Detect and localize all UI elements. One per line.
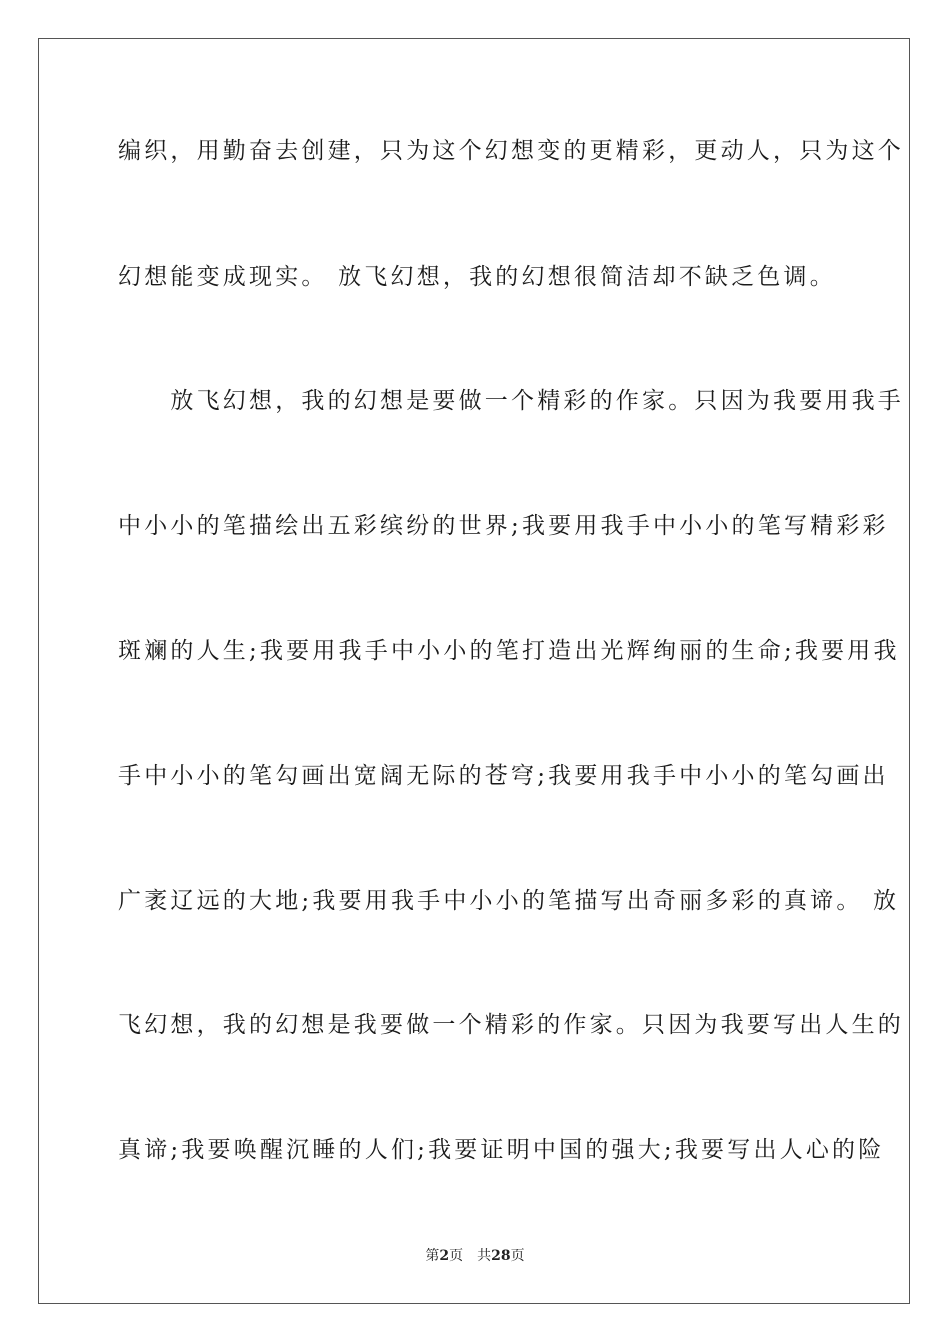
footer-total-prefix: 共 bbox=[477, 1248, 492, 1264]
body-line-5: 斑斓的人生;我要用我手中小小的笔打造出光辉绚丽的生命;我要用我 bbox=[118, 638, 900, 664]
footer-page-suffix: 页 bbox=[449, 1248, 464, 1264]
page-border bbox=[38, 38, 910, 1304]
page-footer bbox=[0, 1245, 950, 1265]
body-line-2: 幻想能变成现实。 放飞幻想，我的幻想很简洁却不缺乏色调。 bbox=[118, 264, 836, 290]
body-line-1: 编织，用勤奋去创建，只为这个幻想变的更精彩，更动人，只为这个 bbox=[118, 138, 904, 164]
footer-page-prefix: 第 bbox=[425, 1248, 440, 1264]
body-line-4: 中小小的笔描绘出五彩缤纷的世界;我要用我手中小小的笔写精彩彩 bbox=[118, 513, 889, 539]
footer-total-pages: 28 bbox=[491, 1248, 511, 1264]
body-line-9: 真谛;我要唤醒沉睡的人们;我要证明中国的强大;我要写出人心的险 bbox=[118, 1137, 885, 1163]
footer-total-suffix: 页 bbox=[510, 1248, 525, 1264]
body-line-6: 手中小小的笔勾画出宽阔无际的苍穹;我要用我手中小小的笔勾画出 bbox=[118, 763, 889, 789]
footer-page-number: 2 bbox=[439, 1248, 450, 1264]
body-line-8: 飞幻想，我的幻想是我要做一个精彩的作家。只因为我要写出人生的 bbox=[118, 1012, 904, 1038]
body-line-7: 广袤辽远的大地;我要用我手中小小的笔描写出奇丽多彩的真谛。 放 bbox=[118, 888, 900, 914]
body-line-3: 放飞幻想，我的幻想是要做一个精彩的作家。只因为我要用我手 bbox=[118, 388, 904, 414]
